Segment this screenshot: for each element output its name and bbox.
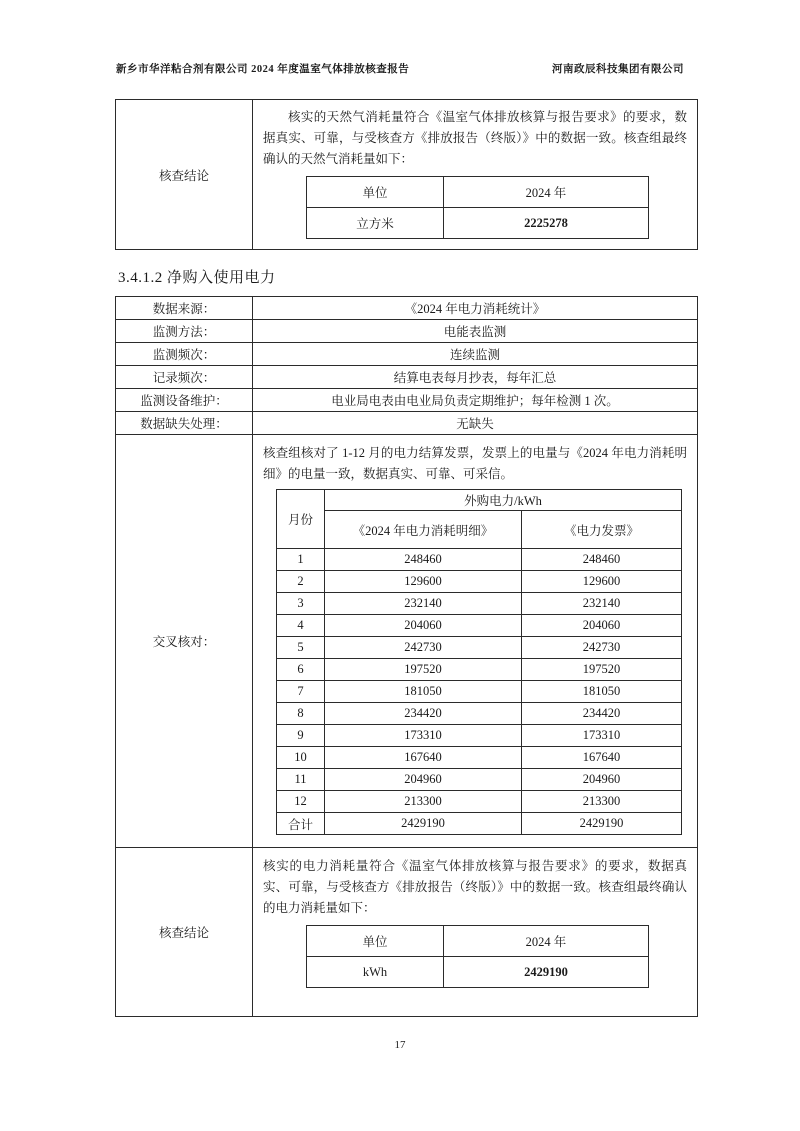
invoice-value-cell: 181050 [522,681,682,703]
table-row [307,957,649,988]
month-cell: 1 [277,549,325,571]
power-conclusion-content [253,848,698,1017]
page-number: 17 [394,1039,406,1051]
purchased-power-header: 外购电力/kWh [325,490,682,511]
property-value: 电业局电表由电业局负责定期维护；每年检测 1 次。 [253,389,698,412]
table-row [277,747,682,769]
detail-value-cell: 248460 [325,549,522,571]
power-unit-header: 单位 [307,926,444,957]
detail-value-cell: 242730 [325,637,522,659]
table-row [277,813,682,835]
invoice-value-cell: 213300 [522,791,682,813]
property-value: 《2024 年电力消耗统计》 [253,297,698,320]
table-row [307,177,649,208]
gas-year-header: 2024 年 [444,177,649,208]
page-header [0,0,800,76]
detail-value-cell: 181050 [325,681,522,703]
gas-unit-header: 单位 [307,177,444,208]
invoice-column-header: 《电力发票》 [522,511,682,549]
table-row [307,926,649,957]
gas-consumption-table [306,176,649,239]
property-label: 数据缺失处理： [116,412,253,435]
property-value: 无缺失 [253,412,698,435]
month-cell: 7 [277,681,325,703]
invoice-value-cell: 232140 [522,593,682,615]
detail-value-cell: 234420 [325,703,522,725]
table-row [277,615,682,637]
month-cell: 3 [277,593,325,615]
property-label: 监测方法： [116,320,253,343]
table-header-row [277,490,682,511]
detail-value-cell: 204960 [325,769,522,791]
month-cell: 10 [277,747,325,769]
property-value: 电能表监测 [253,320,698,343]
invoice-value-cell: 204060 [522,615,682,637]
invoice-value-cell: 197520 [522,659,682,681]
detail-value-cell: 2429190 [325,813,522,835]
table-row [277,549,682,571]
table-row [277,725,682,747]
power-consumption-table [306,925,649,988]
table-row [116,100,698,250]
cross-check-content [253,435,698,848]
power-conclusion-row [116,848,698,1017]
table-row [277,703,682,725]
table-row [307,208,649,239]
detail-value-cell: 197520 [325,659,522,681]
property-label: 记录频次： [116,366,253,389]
detail-column-header: 《2024 年电力消耗明细》 [325,511,522,549]
power-conclusion-label: 核查结论 [116,848,253,1017]
invoice-value-cell: 2429190 [522,813,682,835]
invoice-value-cell: 242730 [522,637,682,659]
invoice-value-cell: 204960 [522,769,682,791]
invoice-value-cell: 167640 [522,747,682,769]
gas-conclusion-label: 核查结论 [116,100,253,250]
power-year-value: 2429190 [444,957,649,988]
gas-conclusion-content [253,100,698,250]
header-report-title: 新乡市华洋粘合剂有限公司 2024 年度温室气体排放核查报告 [116,64,410,75]
month-cell: 12 [277,791,325,813]
table-row [116,297,698,320]
table-row [116,412,698,435]
month-cell: 合计 [277,813,325,835]
month-column-header: 月份 [277,490,325,549]
invoice-value-cell: 234420 [522,703,682,725]
invoice-value-cell: 129600 [522,571,682,593]
detail-value-cell: 173310 [325,725,522,747]
month-cell: 6 [277,659,325,681]
property-value: 结算电表每月抄表，每年汇总 [253,366,698,389]
table-subheader-row [277,511,682,549]
table-row [116,366,698,389]
gas-conclusion-paragraph: 核实的天然气消耗量符合《温室气体排放核算与报告要求》的要求，数据真实、可靠，与受核查方《排放报告（终版）》中的数据一致。核查组最终确认的天然气消耗量如下： [263,110,687,166]
invoice-value-cell: 248460 [522,549,682,571]
power-conclusion-paragraph: 核实的电力消耗量符合《温室气体排放核算与报告要求》的要求，数据真实、可靠，与受核查方《排放报告（终版）》中的数据一致。核查组最终确认的电力消耗量如下： [263,859,687,915]
table-row [277,659,682,681]
cross-check-row [116,435,698,848]
detail-value-cell: 167640 [325,747,522,769]
detail-value-cell: 204060 [325,615,522,637]
power-year-header: 2024 年 [444,926,649,957]
header-company-name: 河南政辰科技集团有限公司 [552,64,684,75]
gas-year-value: 2225278 [444,208,649,239]
table-row [277,593,682,615]
month-cell: 8 [277,703,325,725]
cross-check-label: 交叉核对： [116,435,253,848]
gas-conclusion-table [115,99,698,250]
gas-unit-value: 立方米 [307,208,444,239]
table-row [277,769,682,791]
monthly-electricity-table [276,489,682,835]
cross-check-paragraph: 核查组核对了 1-12 月的电力结算发票，发票上的电量与《2024 年电力消耗明细》的电量一致，数据真实、可靠、可采信。 [263,446,687,481]
section-heading: 3.4.1.2 净购入使用电力 [118,270,276,286]
table-row [116,389,698,412]
property-label: 监测设备维护： [116,389,253,412]
month-cell: 4 [277,615,325,637]
invoice-value-cell: 173310 [522,725,682,747]
property-value: 连续监测 [253,343,698,366]
month-cell: 11 [277,769,325,791]
table-row [116,343,698,366]
property-rows [116,297,698,435]
table-row [277,681,682,703]
table-row [116,320,698,343]
property-label: 监测频次： [116,343,253,366]
document-body [115,99,698,1017]
month-cell: 5 [277,637,325,659]
electricity-table [115,296,698,1017]
month-cell: 2 [277,571,325,593]
property-label: 数据来源： [116,297,253,320]
table-row [277,791,682,813]
table-row [277,571,682,593]
detail-value-cell: 213300 [325,791,522,813]
table-row [277,637,682,659]
monthly-rows [277,549,682,835]
power-unit-value: kWh [307,957,444,988]
month-cell: 9 [277,725,325,747]
detail-value-cell: 129600 [325,571,522,593]
detail-value-cell: 232140 [325,593,522,615]
